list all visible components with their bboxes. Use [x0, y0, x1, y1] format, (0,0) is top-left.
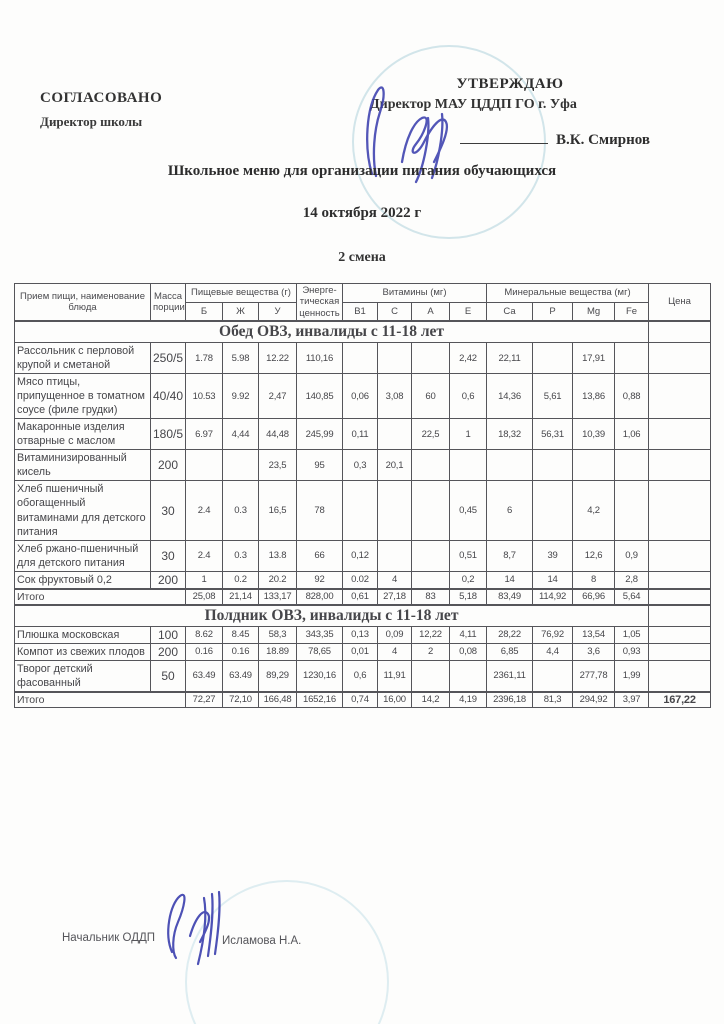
value-cell [615, 450, 649, 481]
value-cell: 58,3 [259, 626, 297, 643]
value-cell: 6 [487, 481, 533, 540]
value-cell: 1,99 [615, 660, 649, 692]
approved-title: УТВЕРЖДАЮ [456, 76, 564, 92]
section-row [15, 605, 711, 627]
approved-signer: В.К. Смирнов [555, 132, 650, 148]
total-value-cell: 5,18 [450, 589, 487, 605]
value-cell: 60 [412, 374, 450, 419]
value-cell: 2 [412, 643, 450, 660]
col-subheader: С [378, 302, 412, 321]
col-header-mass: Масса порции [151, 284, 186, 322]
value-cell: 1,06 [615, 419, 649, 450]
value-cell: 3,6 [573, 643, 615, 660]
menu-row [15, 626, 711, 643]
value-cell: 1 [450, 419, 487, 450]
value-cell: 2,42 [450, 343, 487, 374]
value-cell [450, 660, 487, 692]
total-value-cell: 0,74 [343, 692, 378, 708]
value-cell: 8 [573, 571, 615, 589]
total-value-cell: 294,92 [573, 692, 615, 708]
value-cell [615, 481, 649, 540]
dish-name-cell: Хлеб пшеничный обогащенный витаминами для детского питания [15, 481, 151, 540]
value-cell [487, 450, 533, 481]
col-subheader: Е [450, 302, 487, 321]
dish-name-cell: Макаронные изделия отварные с маслом [15, 419, 151, 450]
value-cell [533, 450, 573, 481]
value-cell: 4,4 [533, 643, 573, 660]
agreed-title: СОГЛАСОВАНО [40, 90, 163, 106]
value-cell [412, 571, 450, 589]
total-price-cell [649, 589, 711, 605]
value-cell: 66 [297, 540, 343, 571]
value-cell: 12,22 [412, 626, 450, 643]
mass-cell: 50 [151, 660, 186, 692]
total-value-cell: 828,00 [297, 589, 343, 605]
total-value-cell: 14,2 [412, 692, 450, 708]
value-cell: 22,5 [412, 419, 450, 450]
section-title: Обед ОВЗ, инвалиды с 11-18 лет [15, 321, 649, 343]
footer-position-title: Начальник ОДДП [62, 932, 156, 944]
value-cell [343, 343, 378, 374]
value-cell [615, 343, 649, 374]
mass-cell: 30 [151, 540, 186, 571]
value-cell: 44,48 [259, 419, 297, 450]
total-value-cell: 3,97 [615, 692, 649, 708]
value-cell: 2361,11 [487, 660, 533, 692]
menu-row [15, 660, 711, 692]
value-cell: 1.78 [186, 343, 223, 374]
value-cell: 2,47 [259, 374, 297, 419]
value-cell [649, 419, 711, 450]
value-cell: 4,44 [223, 419, 259, 450]
value-cell: 13,54 [573, 626, 615, 643]
value-cell [649, 643, 711, 660]
mass-cell: 200 [151, 571, 186, 589]
dish-name-cell: Рассольник с перловой крупой и сметаной [15, 343, 151, 374]
value-cell: 28,22 [487, 626, 533, 643]
agreed-block [40, 90, 162, 130]
value-cell: 95 [297, 450, 343, 481]
total-value-cell: 5,64 [615, 589, 649, 605]
value-cell: 0,01 [343, 643, 378, 660]
value-cell: 20.2 [259, 571, 297, 589]
value-cell: 0.02 [343, 571, 378, 589]
value-cell: 23,5 [259, 450, 297, 481]
mass-cell: 250/5 [151, 343, 186, 374]
value-cell: 78 [297, 481, 343, 540]
col-subheader: Б [186, 302, 223, 321]
section-price-cell [649, 321, 711, 343]
mass-cell: 40/40 [151, 374, 186, 419]
value-cell: 0,13 [343, 626, 378, 643]
menu-row [15, 571, 711, 589]
total-value-cell: 2396,18 [487, 692, 533, 708]
approved-subtitle: Директор МАУ ЦДДП ГО г. Уфа [370, 97, 577, 112]
total-value-cell: 4,19 [450, 692, 487, 708]
value-cell: 76,92 [533, 626, 573, 643]
value-cell: 0,12 [343, 540, 378, 571]
value-cell: 0,2 [450, 571, 487, 589]
menu-row [15, 481, 711, 540]
total-value-cell: 16,00 [378, 692, 412, 708]
value-cell [649, 571, 711, 589]
value-cell: 1 [186, 571, 223, 589]
value-cell: 0,88 [615, 374, 649, 419]
value-cell: 0,51 [450, 540, 487, 571]
value-cell: 0,06 [343, 374, 378, 419]
value-cell: 2.4 [186, 481, 223, 540]
value-cell [649, 540, 711, 571]
total-row [15, 692, 711, 708]
value-cell [533, 481, 573, 540]
value-cell: 0.2 [223, 571, 259, 589]
value-cell: 56,31 [533, 419, 573, 450]
dish-name-cell: Мясо птицы, припущенное в томатном соусе (филе грудки) [15, 374, 151, 419]
footer-signer-name: Исламова Н.А. [222, 935, 302, 947]
menu-row [15, 343, 711, 374]
section-row [15, 321, 711, 343]
value-cell: 92 [297, 571, 343, 589]
value-cell: 0,6 [343, 660, 378, 692]
total-value-cell: 25,08 [186, 589, 223, 605]
menu-row [15, 374, 711, 419]
col-group-food: Пищевые вещества (г) [186, 284, 297, 303]
value-cell [412, 343, 450, 374]
dish-name-cell: Хлеб ржано-пшеничный для детского питания [15, 540, 151, 571]
document-date: 14 октября 2022 г [302, 205, 422, 221]
value-cell [649, 481, 711, 540]
dish-name-cell: Витаминизированный кисель [15, 450, 151, 481]
value-cell [378, 419, 412, 450]
value-cell: 39 [533, 540, 573, 571]
document-title: Школьное меню для организации питания обучающихся [167, 163, 557, 179]
total-value-cell: 83,49 [487, 589, 533, 605]
value-cell: 0,3 [343, 450, 378, 481]
value-cell: 9.92 [223, 374, 259, 419]
value-cell: 8.45 [223, 626, 259, 643]
value-cell: 3,08 [378, 374, 412, 419]
agreed-subtitle: Директор школы [40, 114, 143, 129]
value-cell: 18.89 [259, 643, 297, 660]
value-cell [533, 343, 573, 374]
value-cell: 4,11 [450, 626, 487, 643]
dish-name-cell: Компот из свежих плодов [15, 643, 151, 660]
value-cell: 6,85 [487, 643, 533, 660]
value-cell: 89,29 [259, 660, 297, 692]
total-value-cell: 72,10 [223, 692, 259, 708]
value-cell: 4 [378, 643, 412, 660]
value-cell: 245,99 [297, 419, 343, 450]
value-cell [412, 540, 450, 571]
value-cell [649, 343, 711, 374]
value-cell: 0,08 [450, 643, 487, 660]
value-cell: 4,2 [573, 481, 615, 540]
value-cell: 0,93 [615, 643, 649, 660]
col-subheader: Fe [615, 302, 649, 321]
value-cell [343, 481, 378, 540]
value-cell [186, 450, 223, 481]
col-header-price: Цена [649, 284, 711, 322]
dish-name-cell: Творог детский фасованный [15, 660, 151, 692]
value-cell: 63.49 [186, 660, 223, 692]
value-cell: 2,8 [615, 571, 649, 589]
total-value-cell: 21,14 [223, 589, 259, 605]
value-cell: 12,6 [573, 540, 615, 571]
total-value-cell: 81,3 [533, 692, 573, 708]
value-cell: 0,9 [615, 540, 649, 571]
value-cell: 343,35 [297, 626, 343, 643]
mass-cell: 180/5 [151, 419, 186, 450]
signature-line [460, 131, 548, 144]
value-cell: 1230,16 [297, 660, 343, 692]
value-cell: 6.97 [186, 419, 223, 450]
value-cell: 140,85 [297, 374, 343, 419]
total-label-cell: Итого [15, 589, 186, 605]
mass-cell: 100 [151, 626, 186, 643]
value-cell [412, 660, 450, 692]
col-subheader: Р [533, 302, 573, 321]
value-cell: 1,05 [615, 626, 649, 643]
col-header-meal: Прием пищи, наименование блюда [15, 284, 151, 322]
value-cell: 17,91 [573, 343, 615, 374]
menu-row [15, 450, 711, 481]
value-cell [412, 481, 450, 540]
menu-row [15, 643, 711, 660]
value-cell [533, 660, 573, 692]
value-cell: 12.22 [259, 343, 297, 374]
mass-cell: 30 [151, 481, 186, 540]
value-cell: 2.4 [186, 540, 223, 571]
value-cell: 0,11 [343, 419, 378, 450]
value-cell: 0.3 [223, 540, 259, 571]
value-cell: 0,45 [450, 481, 487, 540]
value-cell: 18,32 [487, 419, 533, 450]
value-cell [649, 450, 711, 481]
total-row [15, 589, 711, 605]
value-cell: 5,61 [533, 374, 573, 419]
total-value-cell: 0,61 [343, 589, 378, 605]
total-price-cell: 167,22 [649, 692, 711, 708]
value-cell [649, 626, 711, 643]
value-cell: 14 [533, 571, 573, 589]
col-group-minerals: Минеральные вещества (мг) [487, 284, 649, 303]
total-label-cell: Итого [15, 692, 186, 708]
value-cell: 20,1 [378, 450, 412, 481]
total-value-cell: 83 [412, 589, 450, 605]
value-cell [649, 374, 711, 419]
menu-row [15, 419, 711, 450]
value-cell: 16,5 [259, 481, 297, 540]
col-subheader: Ж [223, 302, 259, 321]
value-cell: 4 [378, 571, 412, 589]
value-cell [573, 450, 615, 481]
shift-label: 2 смена [338, 250, 386, 265]
value-cell [649, 660, 711, 692]
section-price-cell [649, 605, 711, 627]
handwritten-signature-bottom [160, 886, 238, 968]
value-cell: 110,16 [297, 343, 343, 374]
total-value-cell: 72,27 [186, 692, 223, 708]
value-cell: 0.3 [223, 481, 259, 540]
col-header-energy: Энерге- тическая ценность [297, 284, 343, 322]
value-cell [412, 450, 450, 481]
value-cell: 13.8 [259, 540, 297, 571]
value-cell: 11,91 [378, 660, 412, 692]
value-cell [450, 450, 487, 481]
value-cell: 13,86 [573, 374, 615, 419]
total-value-cell: 27,18 [378, 589, 412, 605]
value-cell: 14,36 [487, 374, 533, 419]
total-value-cell: 66,96 [573, 589, 615, 605]
total-value-cell: 166,48 [259, 692, 297, 708]
value-cell: 78,65 [297, 643, 343, 660]
value-cell: 10.53 [186, 374, 223, 419]
total-value-cell: 133,17 [259, 589, 297, 605]
value-cell: 22,11 [487, 343, 533, 374]
value-cell: 10,39 [573, 419, 615, 450]
col-subheader: А [412, 302, 450, 321]
col-subheader: В1 [343, 302, 378, 321]
dish-name-cell: Сок фруктовый 0,2 [15, 571, 151, 589]
value-cell: 0.16 [223, 643, 259, 660]
section-title: Полдник ОВЗ, инвалиды с 11-18 лет [15, 605, 649, 627]
value-cell: 0,6 [450, 374, 487, 419]
value-cell: 63.49 [223, 660, 259, 692]
total-value-cell: 1652,16 [297, 692, 343, 708]
col-subheader: У [259, 302, 297, 321]
value-cell [378, 540, 412, 571]
mass-cell: 200 [151, 643, 186, 660]
value-cell: 0.16 [186, 643, 223, 660]
col-subheader: Mg [573, 302, 615, 321]
value-cell [223, 450, 259, 481]
value-cell: 8,7 [487, 540, 533, 571]
mass-cell: 200 [151, 450, 186, 481]
menu-row [15, 540, 711, 571]
value-cell: 14 [487, 571, 533, 589]
value-cell [378, 481, 412, 540]
value-cell: 0,09 [378, 626, 412, 643]
value-cell: 277,78 [573, 660, 615, 692]
dish-name-cell: Плюшка московская [15, 626, 151, 643]
value-cell: 8.62 [186, 626, 223, 643]
value-cell: 5.98 [223, 343, 259, 374]
value-cell [378, 343, 412, 374]
col-group-vitamins: Витамины (мг) [343, 284, 487, 303]
col-subheader: Са [487, 302, 533, 321]
menu-table [14, 283, 711, 708]
total-value-cell: 114,92 [533, 589, 573, 605]
